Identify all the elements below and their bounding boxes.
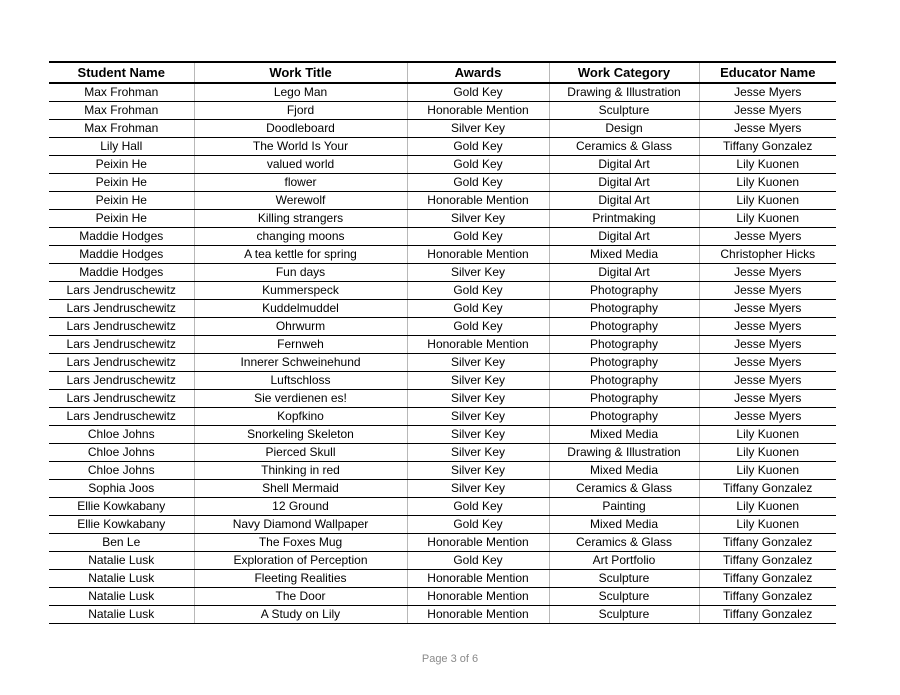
work-category-cell: Mixed Media: [549, 426, 699, 444]
educator-name-cell: Jesse Myers: [699, 318, 836, 336]
table-row: [49, 318, 836, 336]
table-body: [49, 83, 836, 624]
table-row: [49, 516, 836, 534]
table-row: [49, 570, 836, 588]
table-row: [49, 300, 836, 318]
educator-name-cell: Tiffany Gonzalez: [699, 570, 836, 588]
table-row: [49, 408, 836, 426]
work-category-cell: Photography: [549, 390, 699, 408]
work-title-cell: flower: [194, 174, 407, 192]
award-cell: Gold Key: [407, 318, 549, 336]
awards-table: [49, 61, 836, 624]
work-category-cell: Sculpture: [549, 588, 699, 606]
work-category-cell: Printmaking: [549, 210, 699, 228]
work-category-cell: Digital Art: [549, 174, 699, 192]
award-cell: Gold Key: [407, 282, 549, 300]
work-category-cell: Digital Art: [549, 228, 699, 246]
work-category-cell: Photography: [549, 300, 699, 318]
work-category-cell: Drawing & Illustration: [549, 83, 699, 102]
work-title-cell: Shell Mermaid: [194, 480, 407, 498]
table-row: [49, 354, 836, 372]
table-row: [49, 480, 836, 498]
educator-name-cell: Jesse Myers: [699, 390, 836, 408]
work-title-cell: Lego Man: [194, 83, 407, 102]
educator-name-cell: Lily Kuonen: [699, 516, 836, 534]
award-cell: Honorable Mention: [407, 336, 549, 354]
educator-name-cell: Jesse Myers: [699, 408, 836, 426]
award-cell: Silver Key: [407, 264, 549, 282]
student-name-cell: Lars Jendruschewitz: [49, 282, 194, 300]
work-category-cell: Art Portfolio: [549, 552, 699, 570]
table-row: [49, 426, 836, 444]
work-title-cell: Innerer Schweinehund: [194, 354, 407, 372]
educator-name-cell: Lily Kuonen: [699, 498, 836, 516]
student-name-cell: Sophia Joos: [49, 480, 194, 498]
student-name-cell: Lars Jendruschewitz: [49, 372, 194, 390]
award-cell: Silver Key: [407, 354, 549, 372]
column-header-student-name: Student Name: [77, 65, 165, 80]
educator-name-cell: Tiffany Gonzalez: [699, 588, 836, 606]
award-cell: Honorable Mention: [407, 588, 549, 606]
award-cell: Silver Key: [407, 462, 549, 480]
work-category-cell: Ceramics & Glass: [549, 480, 699, 498]
work-title-cell: Thinking in red: [194, 462, 407, 480]
award-cell: Silver Key: [407, 480, 549, 498]
student-name-cell: Max Frohman: [49, 102, 194, 120]
award-cell: Honorable Mention: [407, 606, 549, 624]
work-title-cell: Snorkeling Skeleton: [194, 426, 407, 444]
student-name-cell: Lars Jendruschewitz: [49, 390, 194, 408]
student-name-cell: Peixin He: [49, 174, 194, 192]
work-title-cell: Pierced Skull: [194, 444, 407, 462]
table-row: [49, 606, 836, 624]
educator-name-cell: Tiffany Gonzalez: [699, 606, 836, 624]
award-cell: Gold Key: [407, 138, 549, 156]
student-name-cell: Chloe Johns: [49, 426, 194, 444]
award-cell: Gold Key: [407, 228, 549, 246]
work-title-cell: A tea kettle for spring: [194, 246, 407, 264]
student-name-cell: Lars Jendruschewitz: [49, 336, 194, 354]
educator-name-cell: Jesse Myers: [699, 336, 836, 354]
page-number: Page 3 of 6: [421, 653, 479, 665]
educator-name-cell: Lily Kuonen: [699, 444, 836, 462]
award-cell: Silver Key: [407, 372, 549, 390]
work-category-cell: Digital Art: [549, 264, 699, 282]
student-name-cell: Lars Jendruschewitz: [49, 318, 194, 336]
work-title-cell: Fjord: [194, 102, 407, 120]
work-category-cell: Sculpture: [549, 102, 699, 120]
award-cell: Gold Key: [407, 516, 549, 534]
award-cell: Honorable Mention: [407, 192, 549, 210]
table-row: [49, 498, 836, 516]
column-header-educator-name: Educator Name: [699, 62, 836, 83]
educator-name-cell: Lily Kuonen: [699, 210, 836, 228]
student-name-cell: Chloe Johns: [49, 444, 194, 462]
work-title-cell: Fun days: [194, 264, 407, 282]
work-category-cell: Mixed Media: [549, 246, 699, 264]
award-cell: Silver Key: [407, 120, 549, 138]
award-cell: Gold Key: [407, 300, 549, 318]
student-name-cell: Peixin He: [49, 210, 194, 228]
award-cell: Gold Key: [407, 83, 549, 102]
award-cell: Honorable Mention: [407, 102, 549, 120]
table-row: [49, 390, 836, 408]
work-category-cell: Photography: [549, 372, 699, 390]
work-category-cell: Drawing & Illustration: [549, 444, 699, 462]
table-row: [49, 264, 836, 282]
table-row: [49, 228, 836, 246]
work-category-cell: Photography: [549, 336, 699, 354]
work-category-cell: Photography: [549, 354, 699, 372]
student-name-cell: Natalie Lusk: [49, 588, 194, 606]
work-title-cell: Doodleboard: [194, 120, 407, 138]
header-row: [49, 62, 836, 83]
work-title-cell: Ohrwurm: [194, 318, 407, 336]
work-title-cell: 12 Ground: [194, 498, 407, 516]
work-title-cell: Kuddelmuddel: [194, 300, 407, 318]
student-name-cell: Peixin He: [49, 192, 194, 210]
award-cell: Silver Key: [407, 210, 549, 228]
award-cell: Gold Key: [407, 174, 549, 192]
student-name-cell: Lars Jendruschewitz: [49, 408, 194, 426]
work-category-cell: Sculpture: [549, 606, 699, 624]
educator-name-cell: Tiffany Gonzalez: [699, 534, 836, 552]
table-row: [49, 336, 836, 354]
work-title-cell: The Foxes Mug: [194, 534, 407, 552]
award-cell: Honorable Mention: [407, 534, 549, 552]
educator-name-cell: Jesse Myers: [699, 300, 836, 318]
student-name-cell: Maddie Hodges: [49, 246, 194, 264]
student-name-cell: Max Frohman: [49, 83, 194, 102]
column-header-work-category: Work Category: [549, 62, 699, 83]
work-title-cell: The Door: [194, 588, 407, 606]
work-category-cell: Ceramics & Glass: [549, 534, 699, 552]
student-name-cell: Peixin He: [49, 156, 194, 174]
column-header-work-title: Work Title: [194, 62, 407, 83]
student-name-cell: Lily Hall: [49, 138, 194, 156]
work-title-cell: Kummerspeck: [194, 282, 407, 300]
work-category-cell: Digital Art: [549, 192, 699, 210]
work-title-cell: Kopfkino: [194, 408, 407, 426]
table-row: [49, 192, 836, 210]
work-category-cell: Mixed Media: [549, 516, 699, 534]
award-cell: Silver Key: [407, 444, 549, 462]
table-row: [49, 534, 836, 552]
student-name-cell: Natalie Lusk: [49, 570, 194, 588]
award-cell: Honorable Mention: [407, 246, 549, 264]
work-title-cell: Fleeting Realities: [194, 570, 407, 588]
work-category-cell: Photography: [549, 282, 699, 300]
student-name-cell: Lars Jendruschewitz: [49, 300, 194, 318]
award-cell: Silver Key: [407, 390, 549, 408]
student-name-cell: Natalie Lusk: [49, 606, 194, 624]
work-title-cell: changing moons: [194, 228, 407, 246]
work-title-cell: Killing strangers: [194, 210, 407, 228]
educator-name-cell: Lily Kuonen: [699, 462, 836, 480]
table-row: [49, 246, 836, 264]
table-row: [49, 102, 836, 120]
work-category-cell: Photography: [549, 408, 699, 426]
student-name-cell: Maddie Hodges: [49, 264, 194, 282]
award-cell: Gold Key: [407, 552, 549, 570]
work-category-cell: Sculpture: [549, 570, 699, 588]
student-name-cell: Max Frohman: [49, 120, 194, 138]
award-cell: Silver Key: [407, 408, 549, 426]
table-row: [49, 588, 836, 606]
educator-name-cell: Tiffany Gonzalez: [699, 480, 836, 498]
educator-name-cell: Jesse Myers: [699, 372, 836, 390]
educator-name-cell: Lily Kuonen: [699, 156, 836, 174]
educator-name-cell: Jesse Myers: [699, 83, 836, 102]
award-cell: Honorable Mention: [407, 570, 549, 588]
work-title-cell: Werewolf: [194, 192, 407, 210]
table-row: [49, 210, 836, 228]
table-row: [49, 138, 836, 156]
work-category-cell: Painting: [549, 498, 699, 516]
table-row: [49, 156, 836, 174]
student-name-cell: Ellie Kowkabany: [49, 498, 194, 516]
work-title-cell: Fernweh: [194, 336, 407, 354]
table-row: [49, 462, 836, 480]
table-row: [49, 83, 836, 102]
column-header-awards: Awards: [407, 62, 549, 83]
work-title-cell: The World Is Your: [194, 138, 407, 156]
educator-name-cell: Lily Kuonen: [699, 426, 836, 444]
educator-name-cell: Jesse Myers: [699, 264, 836, 282]
table-row: [49, 444, 836, 462]
table-header: [49, 62, 836, 83]
educator-name-cell: Christopher Hicks: [699, 246, 836, 264]
educator-name-cell: Jesse Myers: [699, 228, 836, 246]
award-cell: Gold Key: [407, 156, 549, 174]
educator-name-cell: Tiffany Gonzalez: [699, 552, 836, 570]
student-name-cell: Lars Jendruschewitz: [49, 354, 194, 372]
educator-name-cell: Jesse Myers: [699, 120, 836, 138]
educator-name-cell: Lily Kuonen: [699, 174, 836, 192]
educator-name-cell: Jesse Myers: [699, 354, 836, 372]
educator-name-cell: Jesse Myers: [699, 282, 836, 300]
work-category-cell: Design: [549, 120, 699, 138]
table-row: [49, 282, 836, 300]
educator-name-cell: Tiffany Gonzalez: [699, 138, 836, 156]
award-cell: Silver Key: [407, 426, 549, 444]
work-category-cell: Ceramics & Glass: [549, 138, 699, 156]
work-category-cell: Digital Art: [549, 156, 699, 174]
table-row: [49, 552, 836, 570]
student-name-cell: Ellie Kowkabany: [49, 516, 194, 534]
student-name-cell: Natalie Lusk: [49, 552, 194, 570]
work-category-cell: Photography: [549, 318, 699, 336]
table-row: [49, 372, 836, 390]
student-name-cell: Ben Le: [49, 534, 194, 552]
work-title-cell: Navy Diamond Wallpaper: [194, 516, 407, 534]
educator-name-cell: Lily Kuonen: [699, 192, 836, 210]
student-name-cell: Maddie Hodges: [49, 228, 194, 246]
work-title-cell: Exploration of Perception: [194, 552, 407, 570]
work-title-cell: Luftschloss: [194, 372, 407, 390]
table-row: [49, 174, 836, 192]
student-name-cell: Chloe Johns: [49, 462, 194, 480]
work-title-cell: valued world: [194, 156, 407, 174]
work-title-cell: Sie verdienen es!: [194, 390, 407, 408]
work-category-cell: Mixed Media: [549, 462, 699, 480]
award-cell: Gold Key: [407, 498, 549, 516]
educator-name-cell: Jesse Myers: [699, 102, 836, 120]
table-row: [49, 120, 836, 138]
work-title-cell: A Study on Lily: [194, 606, 407, 624]
